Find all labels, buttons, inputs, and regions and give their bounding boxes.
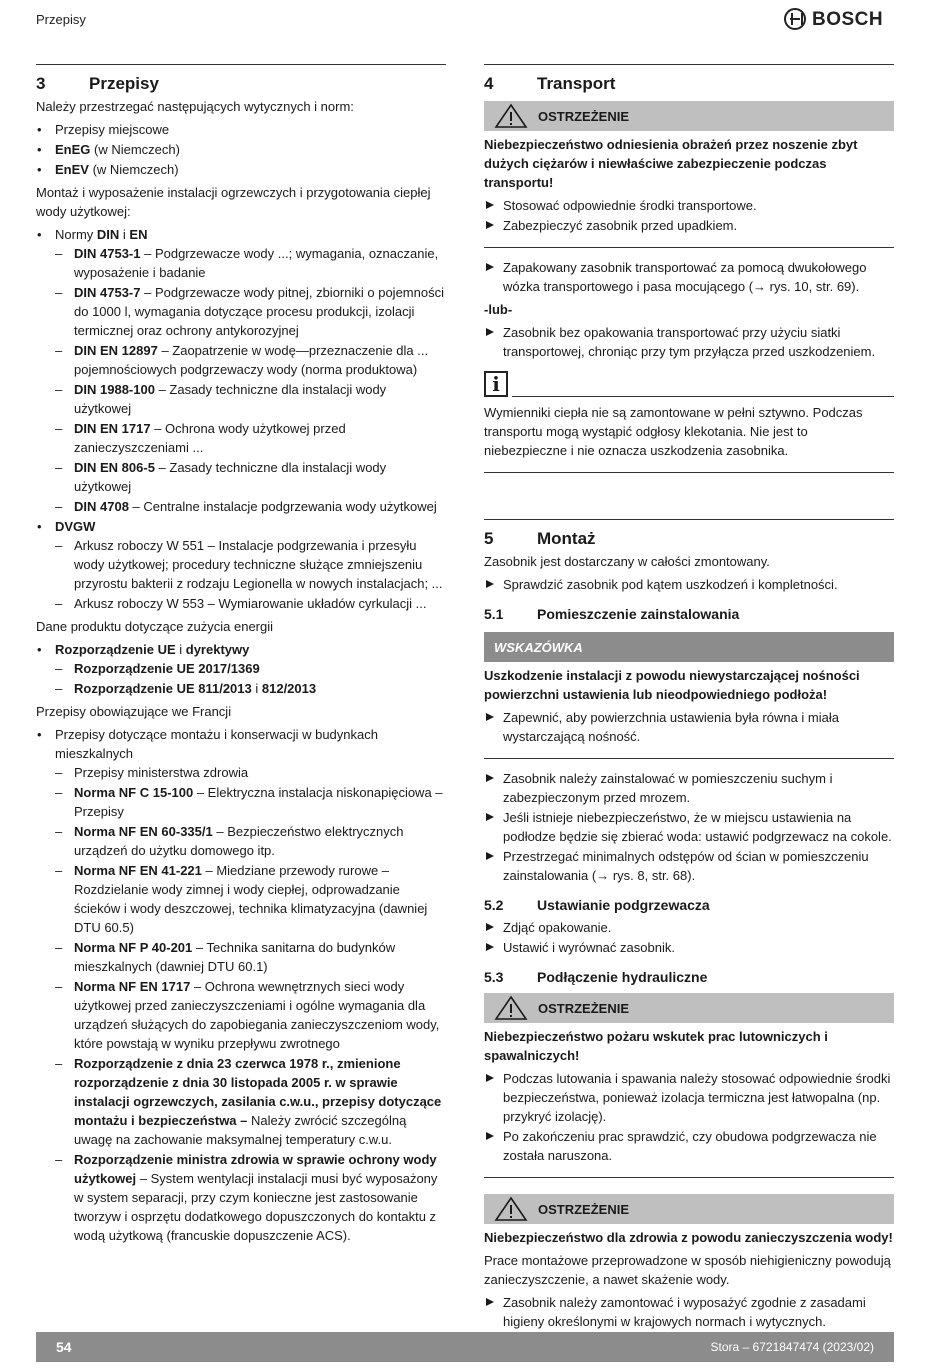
item-text: (w Niemczech) bbox=[90, 142, 180, 157]
list-item bbox=[55, 497, 446, 516]
list-item bbox=[484, 1069, 894, 1126]
item-text: Przestrzegać minimalnych odstępów od ścian w pomieszczeniu zainstalowania (→ rys. 8, str. 68). bbox=[503, 849, 869, 883]
standards-list bbox=[36, 225, 446, 613]
notice-text: Uszkodzenie instalacji z powodu niewystarczającej nośności powierzchni ustawienia lub nieodpowiedniego podłoża! bbox=[484, 668, 860, 702]
warning-body bbox=[484, 131, 894, 248]
warning-text: Niebezpieczeństwo dla zdrowia z powodu zanieczyszczenia wody! bbox=[484, 1230, 893, 1245]
item-text: – Ochrona wewnętrznych sieci wody użytkowej przed zanieczyszczeniami i ogólne wymagania dla urządzeń służących do zapobiegania zanieczyszczeniom wody, które powstają w wyniku przepływu zwrotnego bbox=[74, 979, 440, 1051]
subsection-title: Ustawianie podgrzewacza bbox=[537, 897, 710, 913]
item-text: Należy zwrócić szczególną uwagę na zachowanie maksymalnej temperatury c.w.u. bbox=[74, 1113, 407, 1147]
item-text: – Elektryczna instalacja niskonapięciowa – Przepisy bbox=[74, 785, 443, 819]
bosch-logo bbox=[784, 8, 883, 30]
warning-triangle-icon bbox=[494, 103, 528, 129]
list-item bbox=[36, 725, 446, 1245]
warning-steps bbox=[484, 1293, 894, 1331]
item-bold: DIN EN 12897 bbox=[74, 343, 158, 358]
list-item bbox=[36, 225, 446, 516]
list-item bbox=[55, 458, 446, 496]
subsection-title: Podłączenie hydrauliczne bbox=[537, 969, 708, 985]
item-bold: DIN 4753-1 bbox=[74, 246, 141, 261]
list-item bbox=[36, 120, 446, 139]
item-text: Przepisy dotyczące montażu i konserwacji w budynkach mieszkalnych bbox=[55, 727, 378, 761]
list-item bbox=[484, 216, 894, 235]
page-number: 54 bbox=[56, 1338, 72, 1355]
warning-steps bbox=[484, 1069, 894, 1165]
item-text: – System wentylacji instalacji musi być wyposażony w system separacji, przy czym konieczne jest zastosowanie tworzyw i osprzętu dodatkowego dopuszczonych do kontaktu z wodą użytkową (francuskie dopuszczenie ACS). bbox=[74, 1171, 438, 1243]
running-header: Przepisy bbox=[36, 12, 86, 27]
france-paragraph: Przepisy obowiązujące we Francji bbox=[36, 704, 232, 719]
notice-bar bbox=[484, 632, 894, 662]
list-item bbox=[55, 380, 446, 418]
warning-paragraph: Prace montażowe przeprowadzone w sposób niehigieniczny powodują zanieczyszczenie, a nawet skażenie wody. bbox=[484, 1253, 891, 1287]
list-item bbox=[484, 258, 894, 296]
item-text: – Technika sanitarna do budynków mieszkalnych (dawniej DTU 60.1) bbox=[74, 940, 396, 974]
item-text: Zasobnik należy zamontować i wyposażyć zgodnie z zasadami higieny określonymi w krajowych normach i wytycznych. bbox=[503, 1295, 866, 1329]
list-item bbox=[484, 808, 894, 846]
regulations-list bbox=[36, 120, 446, 179]
item-text: Arkusz roboczy W 553 – Wymiarowanie układów cyrkulacji ... bbox=[74, 596, 427, 611]
item-text: – Ochrona wody użytkowej przed zanieczyszczeniami ... bbox=[74, 421, 346, 455]
item-text: Zapakowany zasobnik transportować za pomocą dwukołowego wózka transportowego i pasa mocującego (→ rys. 10, str. 69). bbox=[503, 260, 867, 294]
right-column bbox=[484, 64, 894, 1354]
subsection-number: 5.1 bbox=[484, 606, 504, 622]
item-text: (w Niemczech) bbox=[88, 162, 179, 177]
list-item bbox=[36, 517, 446, 613]
section-3 bbox=[36, 64, 446, 1245]
item-text: Ustawić i wyrównać zasobnik. bbox=[503, 940, 675, 955]
page-footer bbox=[36, 1332, 894, 1362]
list-item bbox=[484, 847, 894, 885]
item-text: Po zakończeniu prac sprawdzić, czy obudowa podgrzewacza nie została naruszona. bbox=[503, 1129, 877, 1163]
warning-body bbox=[484, 1224, 894, 1344]
list-item bbox=[36, 160, 446, 179]
subsection-number: 5.3 bbox=[484, 969, 504, 985]
warning-triangle-icon bbox=[494, 1196, 528, 1222]
item-bold: DIN 4708 bbox=[74, 499, 129, 514]
item-bold: Rozporządzenie UE 2017/1369 bbox=[74, 661, 260, 676]
section-title: Montaż bbox=[537, 529, 596, 548]
item-bold: Norma NF P 40-201 bbox=[74, 940, 193, 955]
item-bold: Norma NF EN 60-335/1 bbox=[74, 824, 213, 839]
item-text: i bbox=[175, 642, 186, 657]
list-item bbox=[55, 977, 446, 1053]
intro: Należy przestrzegać następujących wytycznych i norm: bbox=[36, 99, 354, 114]
item-text: Jeśli istnieje niebezpieczeństwo, że w miejscu ustawienia na podłodze będzie się zbierać woda: ustawić podgrzewacz na cokole. bbox=[503, 810, 892, 844]
item-text: – Zasady techniczne dla instalacji wody użytkowej bbox=[74, 382, 387, 416]
section-3-heading bbox=[36, 73, 446, 95]
list-item bbox=[55, 594, 446, 613]
eu-list bbox=[36, 640, 446, 698]
list-item bbox=[55, 659, 446, 678]
list-item bbox=[55, 1150, 446, 1245]
warning-text: Niebezpieczeństwo odniesienia obrażeń przez noszenie zbyt dużych ciężarów i niewłaściwe zabezpieczenie podczas transportu! bbox=[484, 137, 858, 190]
list-item bbox=[484, 769, 894, 807]
subsection-5-1-heading bbox=[484, 604, 894, 624]
item-text: Sprawdzić zasobnik pod kątem uszkodzeń i kompletności. bbox=[503, 577, 838, 592]
section-number: 3 bbox=[36, 74, 46, 93]
transport-steps bbox=[484, 258, 894, 296]
warning-bar bbox=[484, 101, 894, 131]
list-item bbox=[484, 938, 894, 957]
france-list bbox=[36, 725, 446, 1245]
list-item bbox=[484, 575, 894, 594]
item-text: Przepisy miejscowe bbox=[55, 122, 170, 137]
item-bold: Rozporządzenie z dnia 23 czerwca 1978 r., zmienione rozporządzenie z dnia 30 listopada 2005 r. w sprawie instalacji ogrzewczych, zasilania c.w.u., przepisy dotyczące montażu i bezpieczeństwa – bbox=[74, 1056, 442, 1128]
france-sublist bbox=[55, 763, 446, 1245]
info-icon: i bbox=[484, 371, 508, 397]
item-bold: dyrektywy bbox=[185, 642, 250, 657]
item-text: i bbox=[119, 227, 130, 242]
brand-name: BOSCH bbox=[812, 8, 884, 30]
left-column bbox=[36, 64, 446, 1249]
intro: Zasobnik jest dostarczany w całości zmontowany. bbox=[484, 554, 770, 569]
list-item bbox=[484, 708, 894, 746]
installation-room-steps bbox=[484, 769, 894, 885]
eu-sublist bbox=[55, 659, 446, 698]
item-text: Zabezpieczyć zasobnik przed upadkiem. bbox=[503, 218, 738, 233]
list-item bbox=[484, 323, 894, 361]
subsection-5-2-heading bbox=[484, 895, 894, 915]
transport-steps-alt bbox=[484, 323, 894, 361]
section-number: 4 bbox=[484, 74, 494, 93]
list-item bbox=[55, 679, 446, 698]
item-bold: DIN EN 806-5 bbox=[74, 460, 155, 475]
info-body bbox=[484, 403, 894, 473]
warning-label: OSTRZEŻENIE bbox=[538, 108, 630, 124]
subsection-5-3-heading bbox=[484, 967, 894, 987]
item-bold: EnEG bbox=[55, 142, 91, 157]
item-bold: DIN bbox=[96, 227, 120, 242]
item-text: Arkusz roboczy W 551 – Instalacje podgrzewania i przesyłu wody użytkowej; procedury techniczne służące zmniejszeniu przyrostu bakterii z rodzaju Legionella w nowych instalacjach; ... bbox=[74, 538, 443, 591]
item-text: – Podgrzewacze wody ...; wymagania, oznaczanie, wyposażenie i badanie bbox=[74, 246, 439, 280]
item-text: Zdjąć opakowanie. bbox=[503, 920, 612, 935]
item-bold: DIN EN 1717 bbox=[74, 421, 151, 436]
item-bold: EnEV bbox=[55, 162, 89, 177]
item-text: – Zaopatrzenie w wodę—przeznaczenie dla ... pojemnościowych podgrzewaczy wody (norma produktowa) bbox=[74, 343, 429, 377]
list-item bbox=[55, 822, 446, 860]
check-steps bbox=[484, 575, 894, 594]
section-5 bbox=[484, 519, 894, 1344]
section-4-heading bbox=[484, 73, 894, 95]
section-title: Przepisy bbox=[89, 74, 159, 93]
item-text: Podczas lutowania i spawania należy stosować odpowiednie środki bezpieczeństwa, ponieważ izolacja termiczna jest łatwopalna (np. przykryć izolację). bbox=[503, 1071, 891, 1124]
warning-bar bbox=[484, 993, 894, 1023]
item-bold: Rozporządzenie ministra zdrowia w sprawie ochrony wody użytkowej bbox=[74, 1152, 437, 1186]
din-list bbox=[55, 244, 446, 516]
list-item bbox=[484, 1293, 894, 1331]
list-item bbox=[55, 763, 446, 782]
notice-steps bbox=[484, 708, 894, 746]
section-5-heading bbox=[484, 528, 894, 550]
item-bold: Rozporządzenie UE bbox=[55, 642, 176, 657]
list-item bbox=[36, 140, 446, 159]
list-item bbox=[36, 640, 446, 698]
list-item bbox=[484, 196, 894, 215]
bosch-armature-icon bbox=[784, 8, 806, 30]
item-text: i bbox=[251, 681, 262, 696]
section-title: Transport bbox=[537, 74, 616, 93]
item-bold: Norma NF EN 41-221 bbox=[74, 863, 202, 878]
warning-body bbox=[484, 1023, 894, 1178]
subsection-number: 5.2 bbox=[484, 897, 504, 913]
list-item bbox=[484, 1127, 894, 1165]
item-bold: Rozporządzenie UE 811/2013 bbox=[74, 681, 252, 696]
item-text: – Centralne instalacje podgrzewania wody użytkowej bbox=[128, 499, 437, 514]
notice-body bbox=[484, 662, 894, 759]
warning-triangle-icon bbox=[494, 995, 528, 1021]
list-item bbox=[55, 244, 446, 282]
item-text: – Miedziane przewody rurowe – Rozdzielanie wody zimnej i wody ciepłej, odprowadzanie ścieków i wody deszczowej, technika klimatyzacyjna (dawniej DTU 60.5) bbox=[74, 863, 428, 935]
item-bold: 812/2013 bbox=[261, 681, 317, 696]
item-bold: EN bbox=[129, 227, 148, 242]
item-bold: DIN 4753-7 bbox=[74, 285, 141, 300]
notice-label: WSKAZÓWKA bbox=[494, 639, 583, 655]
list-item bbox=[55, 283, 446, 340]
document-id: Stora – 6721847474 (2023/02) bbox=[710, 1339, 874, 1354]
warning-label: OSTRZEŻENIE bbox=[538, 1201, 630, 1217]
list-item bbox=[55, 1054, 446, 1149]
warning-bar bbox=[484, 1194, 894, 1224]
item-text: Zasobnik należy zainstalować w pomieszczeniu suchym i zabezpieczonym przed mrozem. bbox=[503, 771, 833, 805]
item-text: Zapewnić, aby powierzchnia ustawienia była równa i miała wystarczającą nośność. bbox=[503, 710, 840, 744]
subsection-title: Pomieszczenie zainstalowania bbox=[537, 606, 740, 622]
list-item bbox=[55, 861, 446, 937]
item-text: – Zasady techniczne dla instalacji wody użytkowej bbox=[74, 460, 387, 494]
montaz-paragraph: Montaż i wyposażenie instalacji ogrzewczych i przygotowania ciepłej wody użytkowej: bbox=[36, 185, 431, 219]
item-text: Przepisy ministerstwa zdrowia bbox=[74, 765, 249, 780]
dvgw-list bbox=[55, 536, 446, 613]
item-bold: Norma NF C 15-100 bbox=[74, 785, 194, 800]
list-item bbox=[55, 419, 446, 457]
item-text: Normy bbox=[55, 227, 97, 242]
list-item bbox=[55, 341, 446, 379]
item-text: Stosować odpowiednie środki transportowe. bbox=[503, 198, 757, 213]
setup-steps bbox=[484, 918, 894, 957]
energy-paragraph: Dane produktu dotyczące zużycia energii bbox=[36, 619, 274, 634]
item-bold: DIN 1988-100 bbox=[74, 382, 155, 397]
list-item bbox=[55, 536, 446, 593]
warning-steps bbox=[484, 196, 894, 235]
info-rule bbox=[512, 396, 894, 397]
section-number: 5 bbox=[484, 529, 494, 548]
item-bold: Norma NF EN 1717 bbox=[74, 979, 191, 994]
list-item bbox=[484, 918, 894, 937]
item-bold: DVGW bbox=[55, 519, 96, 534]
info-box bbox=[484, 371, 894, 397]
item-text: Zasobnik bez opakowania transportować przy użyciu siatki transportowej, chroniąc przy tym przyłącza przed uszkodzeniem. bbox=[503, 325, 876, 359]
warning-label: OSTRZEŻENIE bbox=[538, 1000, 630, 1016]
item-text: – Bezpieczeństwo elektrycznych urządzeń do użytku domowego itp. bbox=[74, 824, 404, 858]
warning-text: Niebezpieczeństwo pożaru wskutek prac lutowniczych i spawalniczych! bbox=[484, 1029, 828, 1063]
list-item bbox=[55, 938, 446, 976]
or-separator: -lub- bbox=[484, 302, 513, 317]
item-text: – Podgrzewacze wody pitnej, zbiorniki o pojemności do 1000 l, wymagania dotyczące procesu produkcji, izolacji termicznej oraz ochrony antykorozyjnej bbox=[74, 285, 444, 338]
list-item bbox=[55, 783, 446, 821]
info-text: Wymienniki ciepła nie są zamontowane w pełni sztywno. Podczas transportu mogą wystąpić odgłosy klekotania. Nie jest to niebezpieczne i nie oznacza uszkodzenia zasobnika. bbox=[484, 405, 863, 458]
section-4 bbox=[484, 64, 894, 473]
